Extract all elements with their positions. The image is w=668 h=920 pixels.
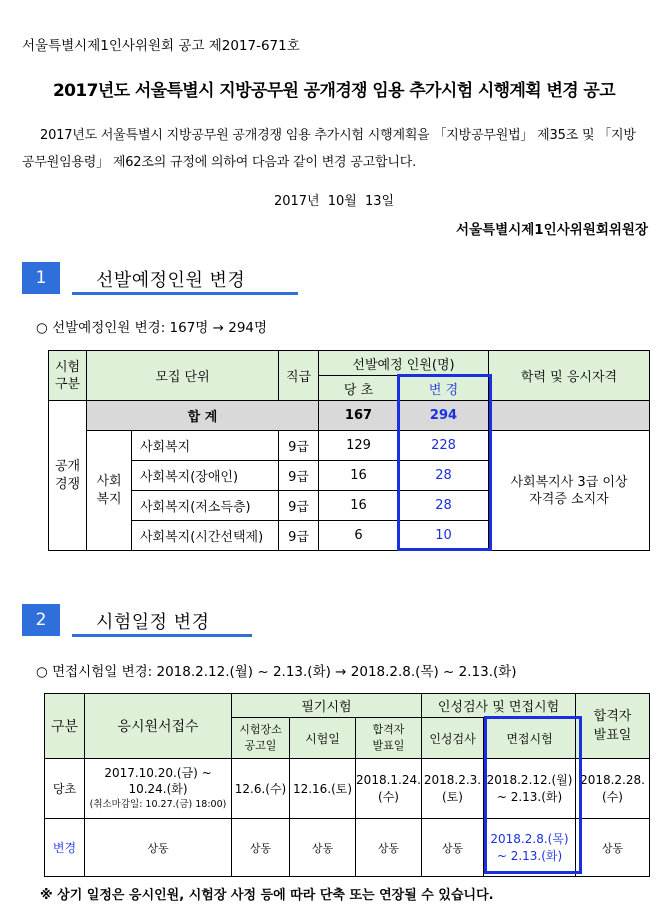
original-application-note: (취소마감일: 10.27.(금) 18:00) (89, 798, 227, 810)
original-personality: 2018.2.3. (토) (422, 759, 484, 819)
original-application-period: 2017.10.20.(금) ~ 10.24.(화) (104, 765, 212, 796)
intro-paragraph: 2017년도 서울특별시 지방공무원 공개경쟁 임용 추가시험 시행계획을 「지방공무원법」 제35조 및 「지방공무원임용령」 제62조의 규정에 의하여 다음과 같이 변경 공고합니다. (22, 128, 636, 170)
header-changed: 변 경 (399, 376, 489, 401)
section2-title: 시험일정 변경 (96, 612, 210, 633)
page-title: 2017년도 서울특별시 지방공무원 공개경쟁 임용 추가시험 시행계획 변경 공고 (52, 81, 616, 101)
table-row-original: 129 (319, 431, 399, 461)
recruitment-table (48, 350, 650, 551)
header-interview: 면접시험 (484, 718, 576, 759)
table-row-changed: 28 (399, 491, 489, 521)
section1-bullet: ○ 선발예정인원 변경: 167명 → 294명 (36, 320, 268, 336)
changed-final: 상동 (576, 819, 650, 877)
header-grade: 직급 (279, 351, 319, 401)
table-row-grade: 9급 (279, 491, 319, 521)
header-application: 응시원서접수 (85, 694, 232, 759)
group-cell: 사회 복지 (87, 431, 132, 551)
table-row-unit: 사회복지(저소득층) (132, 491, 279, 521)
footnote: ※ 상기 일정은 응시인원, 시험장 사정 등에 따라 단축 또는 연장될 수 있습니다. (40, 888, 494, 903)
table-row-grade: 9급 (279, 521, 319, 551)
changed-personality: 상동 (422, 819, 484, 877)
table-row-unit: 사회복지 (132, 431, 279, 461)
original-final: 2018.2.28. (수) (576, 759, 650, 819)
total-label: 합 계 (87, 401, 319, 431)
header-interview-group: 인성검사 및 면접시험 (422, 694, 576, 718)
table-row-grade: 9급 (279, 431, 319, 461)
header-planned-count: 선발예정 인원(명) (319, 351, 489, 376)
signer: 서울특별시제1인사위원회위원장 (456, 222, 648, 238)
header-original: 당 초 (319, 376, 399, 401)
original-application (85, 759, 232, 819)
header-recruit-unit: 모집 단위 (87, 351, 279, 401)
original-pass-announce: 2018.1.24. (수) (356, 759, 422, 819)
changed-venue-notice: 상동 (232, 819, 290, 877)
section2-number: 2 (22, 604, 60, 636)
header-written-exam: 필기시험 (232, 694, 422, 718)
section1-title: 선발예정인원 변경 (96, 270, 246, 291)
changed-pass-announce: 상동 (356, 819, 422, 877)
original-interview: 2018.2.12.(월) ~ 2.13.(화) (484, 759, 576, 819)
table-row-original: 16 (319, 491, 399, 521)
header-exam-category: 시험 구분 (49, 351, 87, 401)
section2-underline (72, 634, 252, 637)
schedule-table (44, 693, 650, 877)
header-category: 구분 (45, 694, 85, 759)
changed-exam-day: 상동 (290, 819, 356, 877)
table-row-changed: 28 (399, 461, 489, 491)
changed-row-label: 변경 (45, 819, 85, 877)
changed-application: 상동 (85, 819, 232, 877)
table-row-unit: 사회복지(시간선택제) (132, 521, 279, 551)
original-venue-notice: 12.6.(수) (232, 759, 290, 819)
original-row-label: 당초 (45, 759, 85, 819)
section1-underline (72, 292, 298, 295)
header-venue-notice: 시험장소 공고일 (232, 718, 290, 759)
table-row-original: 16 (319, 461, 399, 491)
original-exam-day: 12.16.(토) (290, 759, 356, 819)
table-row-changed: 228 (399, 431, 489, 461)
section1-number: 1 (22, 262, 60, 294)
total-qualification-blank (489, 401, 650, 431)
total-original: 167 (319, 401, 399, 431)
header-pass-announce: 합격자 발표일 (356, 718, 422, 759)
header-personality: 인성검사 (422, 718, 484, 759)
table-row-original: 6 (319, 521, 399, 551)
table-row-grade: 9급 (279, 461, 319, 491)
notice-date: 2017년 10월 13일 (273, 194, 395, 209)
changed-interview: 2018.2.8.(목) ~ 2.13.(화) (484, 819, 576, 877)
header-final-announce: 합격자 발표일 (576, 694, 650, 759)
table-row-changed: 10 (399, 521, 489, 551)
header-qualification: 학력 및 응시자격 (489, 351, 650, 401)
total-changed: 294 (399, 401, 489, 431)
exam-type-cell: 공개 경쟁 (49, 401, 87, 551)
table-row-unit: 사회복지(장애인) (132, 461, 279, 491)
section2-bullet: ○ 면접시험일 변경: 2018.2.12.(월) ~ 2.13.(화) → 2018.2.8.(목) ~ 2.13.(화) (36, 664, 517, 680)
notice-number: 서울특별시제1인사위원회 공고 제2017-671호 (22, 38, 300, 54)
header-exam-day: 시험일 (290, 718, 356, 759)
qualification-cell: 사회복지사 3급 이상 자격증 소지자 (489, 431, 650, 551)
